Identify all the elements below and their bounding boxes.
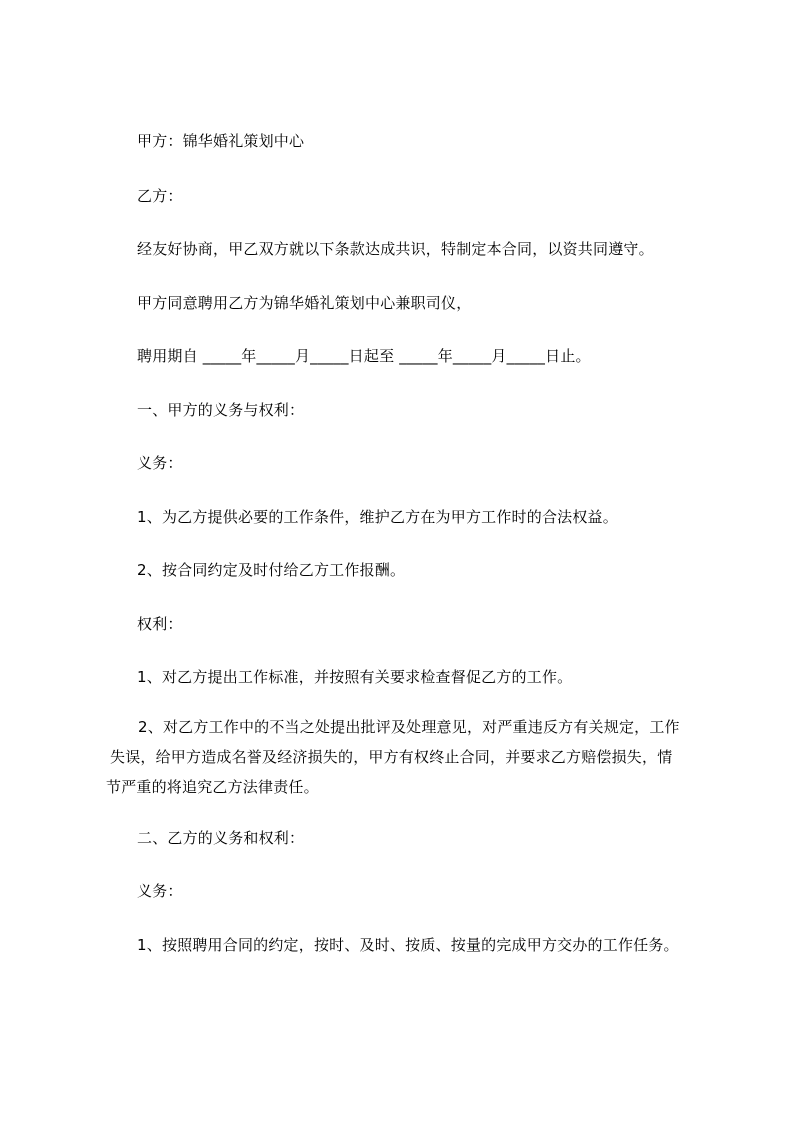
section-1-duty-2: 2、按合同约定及时付给乙方工作报酬。: [137, 561, 406, 579]
section-2-duty-1: 1、按照聘用合同的约定，按时、及时、按质、按量的完成甲方交办的工作任务。: [137, 936, 679, 954]
party-b-line: 乙方：: [137, 187, 183, 205]
section-1-title: 一、甲方的义务与权利：: [137, 401, 305, 419]
hire-statement: 甲方同意聘用乙方为锦华婚礼策划中心兼职司仪，: [137, 294, 472, 312]
section-2-title: 二、乙方的义务和权利：: [137, 829, 305, 847]
section-1-right-2: [106, 712, 716, 802]
section-1-rights-label: 权利：: [137, 615, 183, 633]
employment-period: 聘用期自 _____年_____月_____日起至 _____年_____月_____日止。: [137, 347, 591, 365]
section-1-duty-1: 1、为乙方提供必要的工作条件，维护乙方在为甲方工作时的合法权益。: [137, 508, 618, 526]
section-1-right-2-line-1: 2、对乙方工作中的不当之处提出批评及处理意见，对严重违反方有关规定，工作: [138, 718, 680, 736]
section-2-duties-label: 义务：: [137, 882, 183, 900]
section-1-right-1: 1、对乙方提出工作标准，并按照有关要求检查督促乙方的工作。: [137, 668, 573, 686]
intro-paragraph: 经友好协商，甲乙双方就以下条款达成共识，特制定本合同，以资共同遵守。: [137, 240, 654, 258]
section-1-right-2-line-2: 失误，给甲方造成名誉及经济损失的，甲方有权终止合同，并要求乙方赔偿损失，情: [110, 748, 673, 766]
section-1-right-2-line-3: 节严重的将追究乙方法律责任。: [106, 778, 319, 796]
party-a-line: 甲方：锦华婚礼策划中心: [137, 132, 305, 150]
section-1-duties-label: 义务：: [137, 454, 183, 472]
